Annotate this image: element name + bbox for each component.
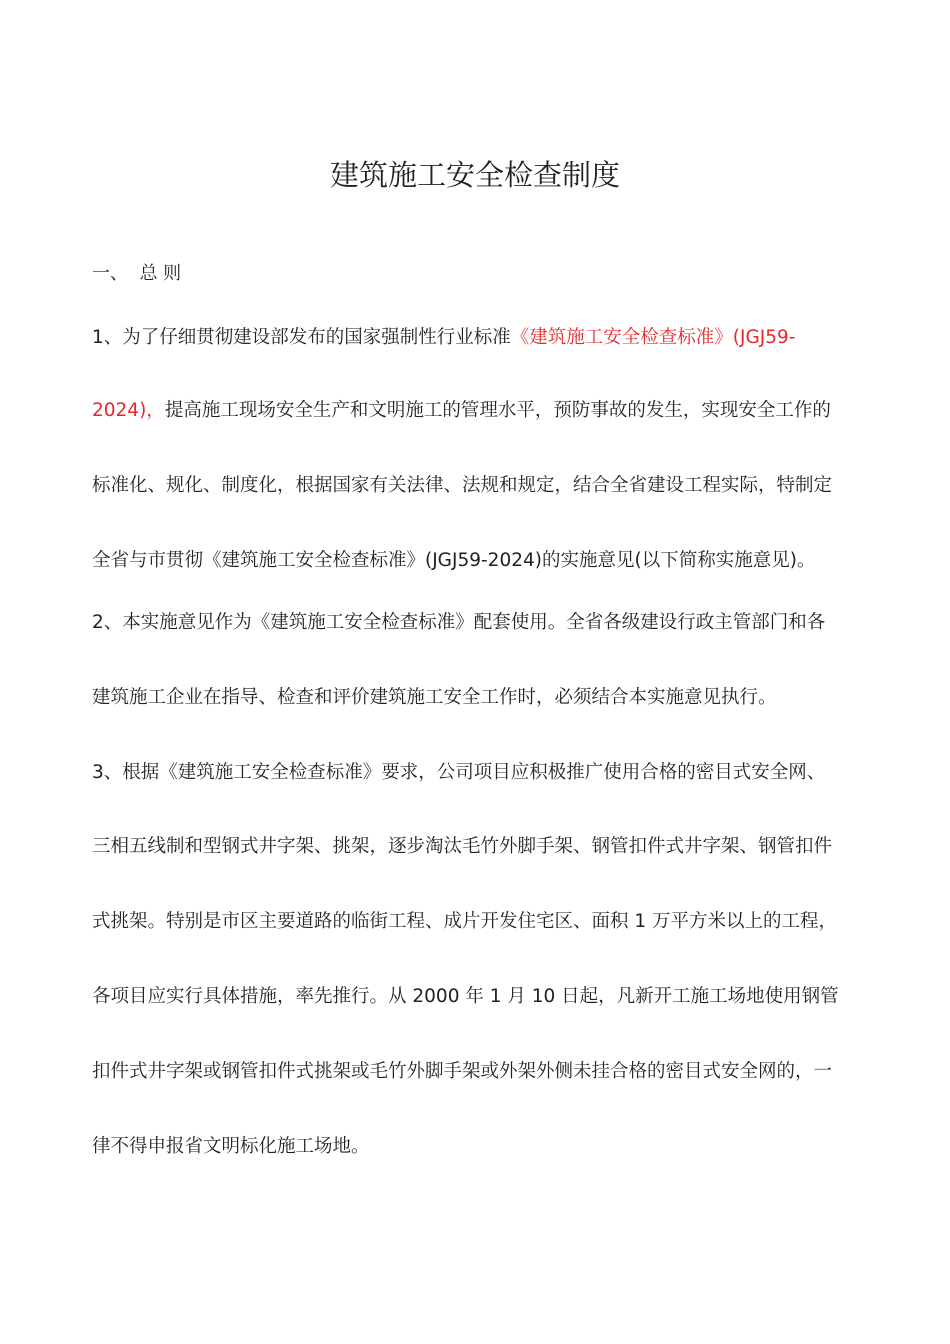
paragraph-2-line-2: 建筑施工企业在指导、检查和评价建筑施工安全工作时，必须结合本实施意见执行。: [92, 687, 777, 708]
standard-reference-highlight: 2024)，: [92, 400, 165, 421]
section-number: 一、: [92, 263, 128, 284]
paragraph-3-line-3: 式挑架。特别是市区主要道路的临街工程、成片开发住宅区、面积 1 万平方米以上的工程，: [92, 911, 838, 932]
paragraph-3-line-2: 三相五线制和型钢式井字架、挑架，逐步淘汰毛竹外脚手架、钢管扣件式井字架、钢管扣件: [92, 836, 833, 857]
paragraph-1-line-3: 标准化、规化、制度化，根据国家有关法律、法规和规定，结合全省建设工程实际，特制定: [92, 475, 833, 496]
paragraph-3-line-1: 3、根据《建筑施工安全检查标准》要求，公司项目应积极推广使用合格的密目式安全网、: [92, 762, 826, 783]
paragraph-text: 提高施工现场安全生产和文明施工的管理水平，预防事故的发生，实现安全工作的: [164, 400, 831, 421]
paragraph-3-line-4: 各项目应实行具体措施，率先推行。从 2000 年 1 月 10 日起，凡新开工施工场地使用钢管: [92, 986, 839, 1007]
section-label: 总 则: [139, 263, 182, 284]
paragraph-1-line-1: [92, 323, 862, 353]
paragraph-1-line-4: 全省与市贯彻《建筑施工安全检查标准》(JGJ59-2024)的实施意见(以下简称实施意见)。: [92, 550, 816, 571]
page-title: 建筑施工安全检查制度: [329, 158, 620, 192]
standard-reference-highlight: 《建筑施工安全检查标准》(JGJ59-: [510, 327, 796, 348]
paragraph-text: 1、为了仔细贯彻建设部发布的国家强制性行业标准: [92, 327, 511, 348]
paragraph-3-line-6: 律不得申报省文明标化施工场地。: [92, 1136, 370, 1157]
paragraph-3-line-5: 扣件式井字架或钢管扣件式挑架或毛竹外脚手架或外架外侧未挂合格的密目式安全网的，一: [92, 1061, 833, 1082]
section-heading: [92, 260, 181, 288]
paragraph-2-line-1: 2、本实施意见作为《建筑施工安全检查标准》配套使用。全省各级建设行政主管部门和各: [92, 612, 826, 633]
paragraph-1-line-2: [92, 396, 862, 426]
